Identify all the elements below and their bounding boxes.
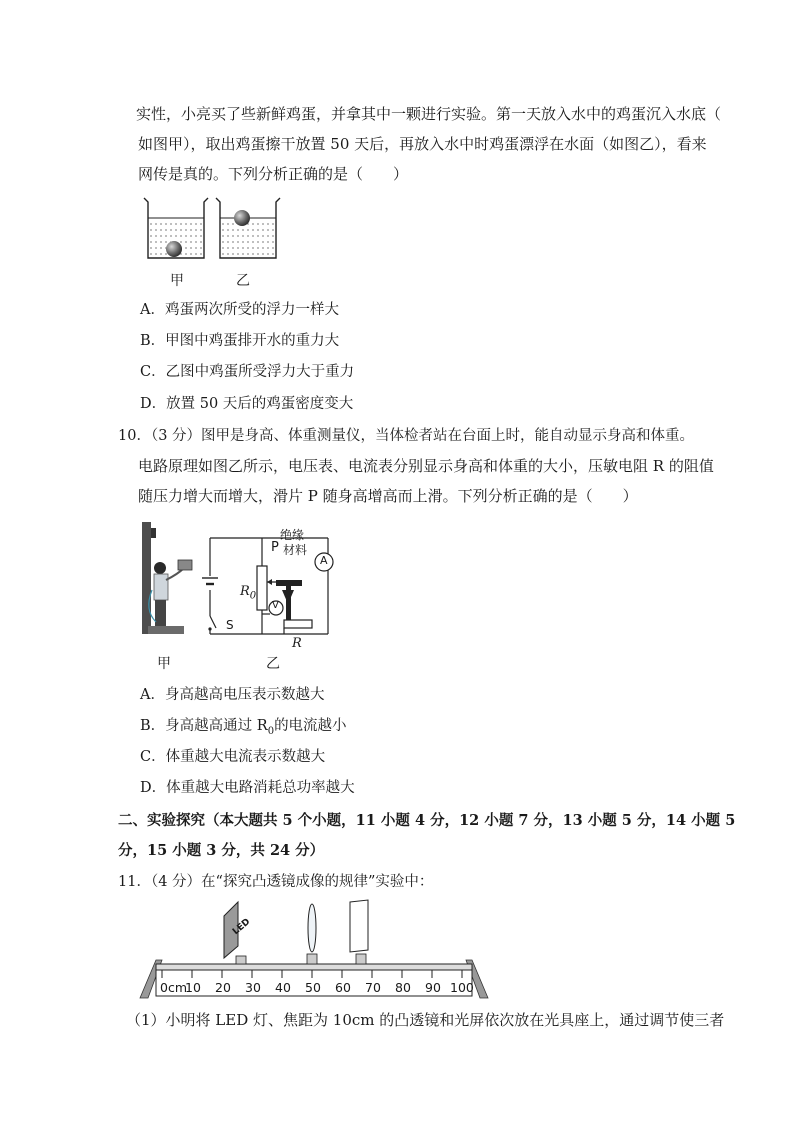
- tick-label-90: 90: [425, 980, 441, 995]
- q10-option-b-pre: B．身高越高通过 R: [140, 718, 268, 734]
- q9-option-d: D．放置 50 天后的鸡蛋密度变大: [140, 396, 354, 412]
- section-2-heading-line-1: 二、实验探究（本大题共 5 个小题，11 小题 4 分，12 小题 7 分，13 小题 5 分，14 小题 5: [118, 812, 736, 829]
- q10-line-2: 电路原理如图乙所示，电压表、电流表分别显示身高和体重的大小，压敏电阻 R 的阻值: [138, 457, 714, 475]
- bench-tick-labels: [138, 980, 490, 996]
- q11-sub-1: （1）小明将 LED 灯、焦距为 10cm 的凸透镜和光屏依次放在光具座上，通过调节使三者: [126, 1011, 725, 1029]
- beakers-svg: [140, 194, 300, 290]
- circuit-label-p: P: [271, 540, 279, 555]
- q9-option-a: A．鸡蛋两次所受的浮力一样大: [140, 302, 339, 318]
- q10-option-d: D．体重越大电路消耗总功率越大: [140, 780, 355, 796]
- insulating-material: [276, 580, 302, 586]
- r0-subscript: 0: [249, 590, 257, 602]
- q9-line-1: 实性，小亮买了些新鲜鸡蛋，并拿其中一颗进行实验。第一天放入水中的鸡蛋沉入水底（: [136, 105, 722, 123]
- tick-label-100: 100: [450, 980, 474, 995]
- r0-letter: R: [240, 584, 250, 599]
- tick-label-10: 10: [185, 980, 201, 995]
- circuit-label-material: 材料: [283, 543, 308, 557]
- tick-label-30: 30: [245, 980, 261, 995]
- q10-option-a: A．身高越高电压表示数越大: [140, 687, 325, 703]
- circuit-label-s: S: [226, 618, 234, 632]
- egg-floating: [234, 210, 250, 226]
- resistor-r: [284, 620, 312, 628]
- beaker-yi: [216, 198, 280, 258]
- convex-lens: [308, 904, 316, 952]
- circuit-label-a: A: [320, 554, 328, 567]
- q10-figure-jia: [138, 520, 198, 642]
- circuit-label-v: V: [272, 600, 279, 611]
- tick-label-40: 40: [275, 980, 291, 995]
- circuit-label-r0: [240, 584, 256, 602]
- tick-label-50: 50: [305, 980, 321, 995]
- q10-option-b: [140, 716, 347, 742]
- light-screen: [350, 900, 368, 952]
- q10-label-jia: 甲: [157, 656, 171, 672]
- resistor-r0: [257, 566, 267, 610]
- height-scale-svg: [138, 520, 198, 642]
- q10-circuit-figure: [200, 520, 340, 652]
- q9-beakers-figure: [140, 194, 300, 290]
- q10-label-yi: 乙: [266, 656, 280, 672]
- q9-line-2: 如图甲），取出鸡蛋擦干放置 50 天后，再放入水中时鸡蛋漂浮在水面（如图乙），看来: [138, 135, 707, 153]
- q11-number-line: 11．（4 分）在“探究凸透镜成像的规律”实验中：: [118, 874, 434, 890]
- tick-label-60: 60: [335, 980, 351, 995]
- section-2-heading-line-2: 分，15 小题 3 分，共 24 分）: [118, 842, 325, 859]
- q9-option-b: B．甲图中鸡蛋排开水的重力大: [140, 333, 340, 349]
- circuit-label-r: R: [292, 636, 302, 651]
- egg-sunk: [166, 241, 182, 257]
- tick-label-70: 70: [365, 980, 381, 995]
- tick-label-20: 20: [215, 980, 231, 995]
- display-panel: [178, 560, 192, 570]
- q9-option-c: C．乙图中鸡蛋所受浮力大于重力: [140, 364, 355, 380]
- beaker-jia: [144, 198, 208, 258]
- circuit-svg: [200, 520, 340, 652]
- person-head: [154, 562, 166, 574]
- q10-option-b-sub: 0: [267, 725, 275, 737]
- circuit-label-insulator: 绝缘: [280, 528, 305, 542]
- q10-line-3: 随压力增大而增大，滑片 P 随身高增高而上滑。下列分析正确的是（ ）: [138, 487, 638, 505]
- q9-line-3: 网传是真的。下列分析正确的是（ ）: [138, 165, 409, 183]
- q9-label-jia: 甲: [170, 273, 184, 289]
- q11-optical-bench-figure: [138, 898, 490, 1002]
- tick-label-0: 0cm: [160, 980, 188, 995]
- q10-option-c: C．体重越大电流表示数越大: [140, 749, 326, 765]
- q10-number-line: 10．（3 分）图甲是身高、体重测量仪，当体检者站在台面上时，能自动显示身高和体重。: [118, 428, 695, 444]
- q9-label-yi: 乙: [236, 273, 250, 289]
- led-label: LED: [231, 916, 253, 938]
- tick-label-80: 80: [395, 980, 411, 995]
- q10-option-b-post: 的电流越小: [274, 718, 347, 734]
